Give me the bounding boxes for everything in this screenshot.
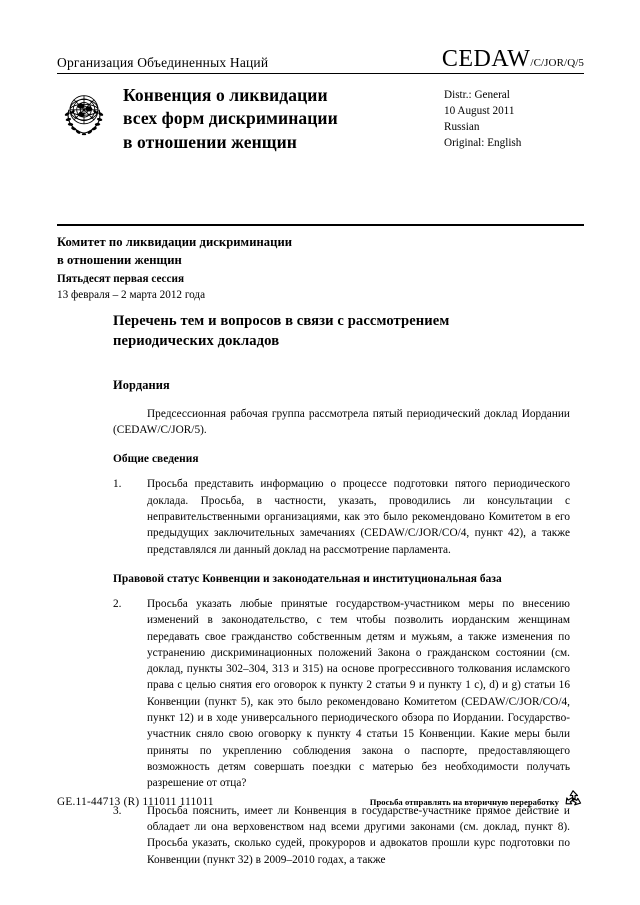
distribution-date: 10 August 2011 (444, 104, 515, 117)
session-dates: 13 февраля – 2 марта 2012 года (57, 288, 206, 301)
masthead-body-row (57, 84, 584, 154)
paragraph-2-text: Просьба указать любые принятые государством-участником меры по внесению изменений в законодательство, с тем чтобы позволить иорданским женщинам передавать свое гражданство собственным детям и мужьям, а также изменения по устранению дискриминационных положений Закона о гражданском состоянии (см. доклад, пункты 302–304, 313 и 315) на основе прогрессивного толкования исламского права с целью снятия его оговорок к пункту 2 статьи 9 и пункту 1 c), d) и g) статьи 16 Конвенции (пункт 5), как это было рекомендовано Комитетом (CEDAW/C/JOR/CO/4, пункт 12) и в ходе универсального периодического обзора по Иордании. Государство-участник сняло свою оговорку к пункту 4 статьи 15 Конвенции. Какие меры были приняты по укреплению соблюдения закона о паспорте, предоставляющего возможность детям совершать поездки с матерью без необходимости получать разрешение от отца? (147, 597, 570, 790)
distribution-type: Distr.: General (444, 89, 510, 101)
page-footer (57, 794, 584, 810)
masthead-divider (57, 73, 584, 74)
paragraph-2-number: 2. (113, 597, 122, 610)
masthead-top-row (57, 47, 584, 73)
convention-title-line-1: Конвенция о ликвидации (123, 85, 328, 105)
document-symbol-suffix: /C/JOR/Q/5 (530, 57, 584, 69)
convention-title-line-2: всех форм дискриминации (123, 108, 338, 129)
session-label: Пятьдесят первая сессия (57, 272, 184, 285)
masthead (57, 47, 584, 154)
recycle-icon (562, 788, 584, 810)
section-heading-general: Общие сведения (113, 453, 199, 466)
page-title (113, 312, 570, 352)
country-heading: Иордания (113, 377, 170, 392)
distribution-original: Original: English (444, 136, 522, 149)
organization-name: Организация Объединенных Наций (57, 55, 269, 71)
paragraph-3-number: 3. (113, 804, 122, 817)
distribution-language: Russian (444, 120, 480, 133)
job-number: GE.11-44713 (R) 111011 111011 (57, 796, 214, 808)
page-title-line-2: периодических докладов (113, 332, 280, 349)
paragraph-1-number: 1. (113, 478, 122, 491)
committee-name-line-1: Комитет по ликвидации дискриминации (57, 235, 293, 249)
document-symbol-main: CEDAW (441, 46, 531, 72)
main-content (113, 312, 570, 868)
distribution-block (444, 88, 584, 152)
header-section-divider (57, 224, 584, 226)
convention-title-line-3: в отношении женщин (123, 131, 297, 152)
committee-block (57, 234, 584, 303)
recycle-text: Просьба отправлять на вторичную переработку (369, 797, 559, 807)
convention-title (123, 84, 436, 154)
committee-name (57, 234, 584, 270)
page-title-line-1: Перечень тем и вопросов в связи с рассмотрением (113, 313, 450, 329)
paragraph-3-text: Просьба пояснить, имеет ли Конвенция в государстве-участнике прямое действие и обладает ли она верховенством над всеми другими законами (см. доклад, пункт 8). Просьба указать, сколько судей, прокуроров и адвокатов прошли курс подготовки по Конвенции (пункт 32) в 2009–2010 годах, а также (147, 804, 570, 866)
un-emblem-icon (57, 86, 111, 140)
paragraph-1 (113, 476, 570, 558)
committee-name-line-2: в отношении женщин (57, 252, 182, 267)
section-heading-legal-status: Правовой статус Конвенции и законодательная и институциональная база (113, 572, 502, 585)
paragraph-1-text: Просьба представить информацию о процессе подготовки пятого периодического доклада. Просьба, в частности, указать, проводились ли консультации с неправительственными организациями, как это было рекомендовано Комитетом в его предыдущих заключительных замечаниях (CEDAW/C/JOR/CO/4, пункт 42), а также представлялся ли данный доклад на рассмотрение парламента. (147, 478, 570, 556)
recycle-notice (370, 794, 584, 810)
paragraph-3 (113, 803, 570, 868)
document-symbol (442, 47, 584, 71)
lead-paragraph: Предсессионная рабочая группа рассмотрела пятый периодический доклад Иордании (CEDAW/C/JOR/5). (113, 407, 570, 436)
paragraph-2 (113, 596, 570, 792)
